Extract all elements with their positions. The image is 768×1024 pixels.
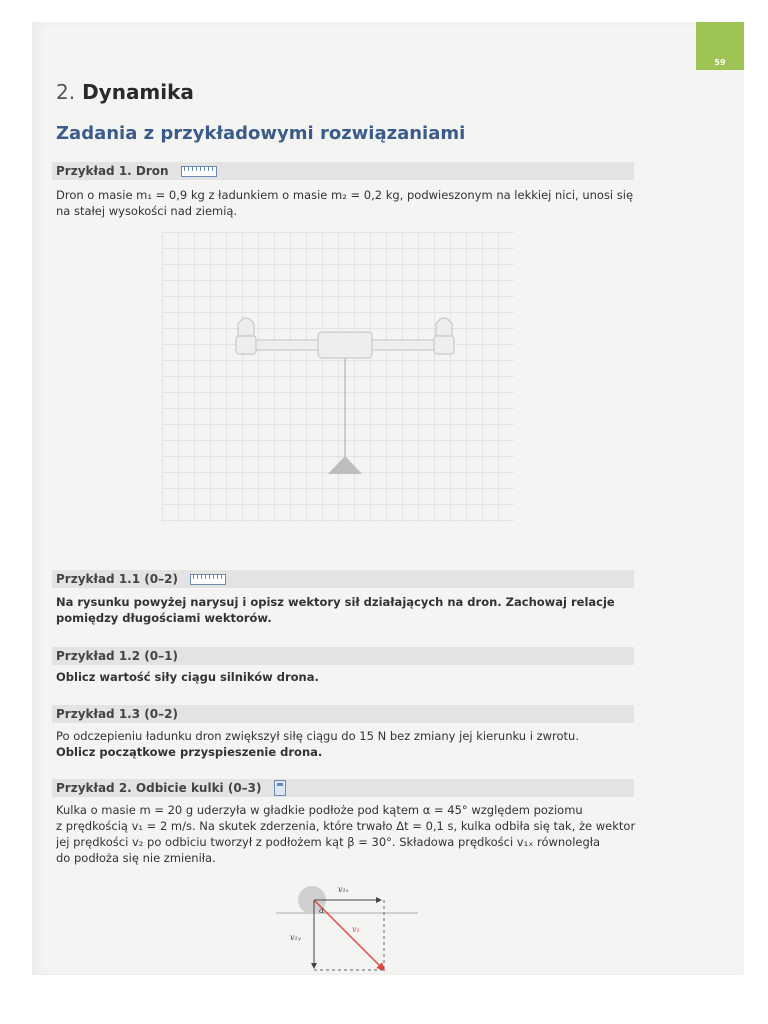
example-1-3-line-1: Po odczepieniu ładunku dron zwiększył siłę ciągu do 15 N bez zmiany jej kierunku i zwrotu. xyxy=(56,729,580,743)
page-number-badge: 59 xyxy=(696,22,744,70)
example-1-heading: Przykład 1. Dron xyxy=(56,164,169,178)
example-1-line-1: Dron o masie m₁ = 0,9 kg z ładunkiem o masie m₂ = 0,2 kg, podwieszonym na lekkiej nici, unosi się xyxy=(56,188,634,202)
example-1-2-text xyxy=(56,669,636,685)
load-triangle xyxy=(328,456,362,474)
example-2-header xyxy=(52,779,634,797)
example-2-line-4: do podłoża się nie zmieniła. xyxy=(56,851,216,865)
example-1-line-2: na stałej wysokości nad ziemią. xyxy=(56,204,238,218)
example-1-1-heading: Przykład 1.1 (0–2) xyxy=(56,572,178,586)
example-2-line-3: jej prędkości v₂ po odbiciu tworzył z podłożem kąt β = 30°. Składowa prędkości v₁ₓ równoległa xyxy=(56,835,601,849)
drone-body xyxy=(236,318,454,358)
example-2-line-2: z prędkością v₁ = 2 m/s. Na skutek zderzenia, które trwało Δt = 0,1 s, kulka odbiła się tak, że wektor xyxy=(56,819,636,833)
example-1-1-line-1: Na rysunku powyżej narysuj i opisz wektory sił działających na dron. Zachowaj relacje xyxy=(56,595,615,609)
v1y-label: v₁ᵧ xyxy=(290,933,301,942)
example-1-2-heading: Przykład 1.2 (0–1) xyxy=(56,649,178,663)
example-1-3-text xyxy=(56,728,636,760)
example-1-text xyxy=(56,187,636,219)
example-1-1-line-2: pomiędzy długościami wektorów. xyxy=(56,611,272,625)
chapter-name: Dynamika xyxy=(82,80,194,104)
ruler-icon xyxy=(181,166,217,177)
bounce-figure xyxy=(276,880,426,975)
section-title: Zadania z przykładowymi rozwiązaniami xyxy=(56,123,466,144)
example-1-3-heading: Przykład 1.3 (0–2) xyxy=(56,707,178,721)
drone-figure xyxy=(162,232,514,522)
example-1-header xyxy=(52,162,634,180)
v1-arrow xyxy=(314,900,384,970)
calculator-icon xyxy=(274,780,286,796)
example-1-3-header xyxy=(52,705,634,723)
example-1-1-header xyxy=(52,570,634,588)
example-1-2-header xyxy=(52,647,634,665)
example-1-2-line-1: Oblicz wartość siły ciągu silników drona. xyxy=(56,670,319,684)
example-1-1-text xyxy=(56,594,636,626)
ruler-icon xyxy=(190,574,226,585)
example-2-text xyxy=(56,802,636,866)
alpha-label: α xyxy=(319,906,325,915)
chapter-title xyxy=(56,80,194,104)
v1-label: v₁ xyxy=(352,925,360,934)
example-2-line-1: Kulka o masie m = 20 g uderzyła w gładkie podłoże pod kątem α = 45° względem poziomu xyxy=(56,803,583,817)
example-2-heading: Przykład 2. Odbicie kulki (0–3) xyxy=(56,781,262,795)
v1x-label: v₁ₓ xyxy=(338,885,349,894)
example-1-3-line-2: Oblicz początkowe przyspieszenie drona. xyxy=(56,745,323,759)
chapter-number: 2. xyxy=(56,80,76,104)
